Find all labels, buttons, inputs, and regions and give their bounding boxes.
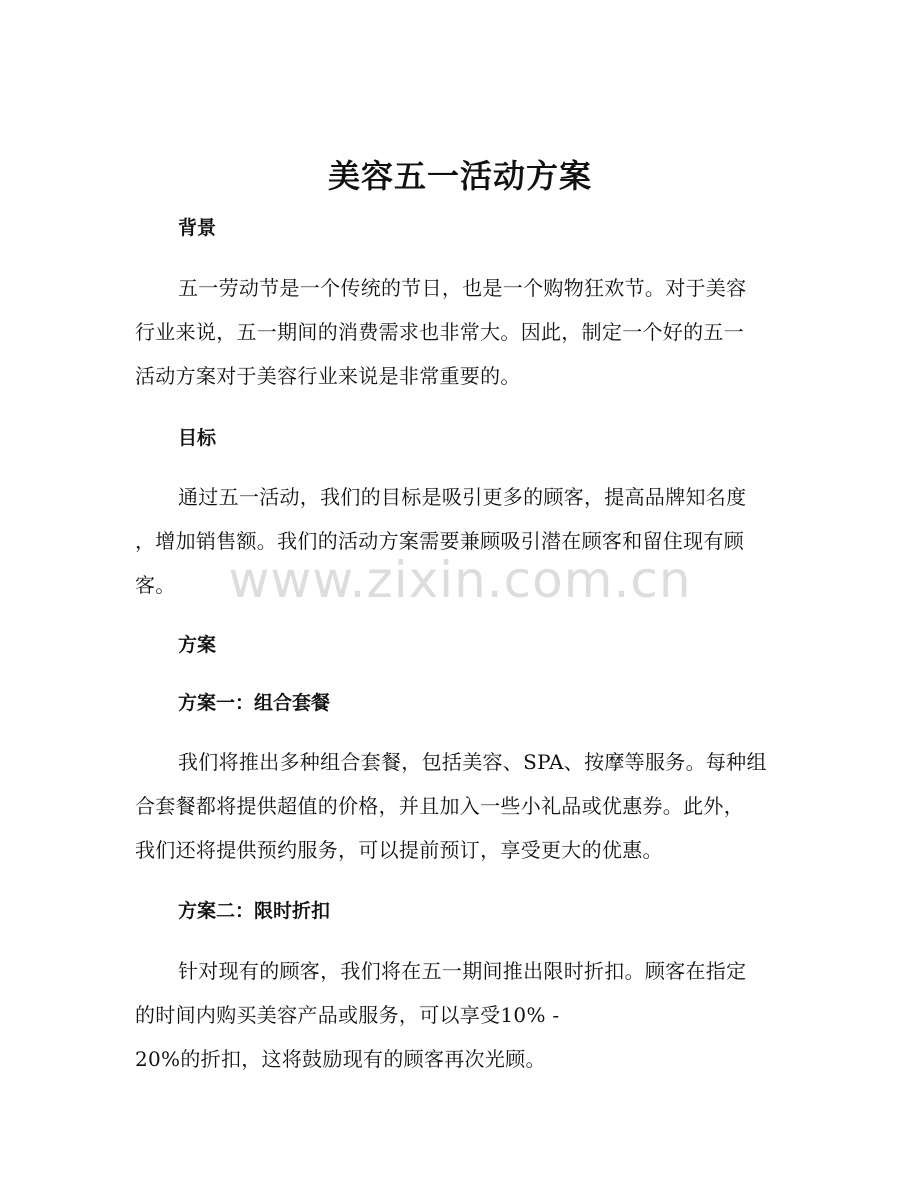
- paragraph-line: 20%的折扣，这将鼓励现有的顾客再次光顾。: [135, 1047, 546, 1071]
- paragraph-line: 的时间内购买美容产品或服务，可以享受10% -: [135, 1003, 560, 1027]
- paragraph-line: 客。: [135, 573, 176, 597]
- paragraph-line: 活动方案对于美容行业来说是非常重要的。: [135, 364, 521, 388]
- subsection-heading-plan-one: 方案一：组合套餐: [178, 692, 331, 714]
- paragraph-line: 五一劳动节是一个传统的节日，也是一个购物狂欢节。对于美容: [178, 276, 747, 300]
- paragraph-line: 针对现有的顾客，我们将在五一期间推出限时折扣。顾客在指定: [178, 959, 747, 983]
- paragraph-line: 合套餐都将提供超值的价格，并且加入一些小礼品或优惠券。此外，: [135, 794, 744, 818]
- section-heading-background: 背景: [178, 217, 217, 239]
- section-heading-goal: 目标: [178, 427, 217, 449]
- paragraph-line: ，增加销售额。我们的活动方案需要兼顾吸引潜在顾客和留住现有顾: [135, 529, 744, 553]
- watermark: www.zixin.com.cn: [228, 551, 692, 609]
- paragraph-line: 我们将推出多种组合套餐，包括美容、SPA、按摩等服务。每种组: [178, 750, 767, 774]
- page-title: 美容五一活动方案: [327, 157, 592, 195]
- section-heading-plan: 方案: [178, 634, 217, 656]
- paragraph-line: 通过五一活动，我们的目标是吸引更多的顾客，提高品牌知名度: [178, 485, 747, 509]
- subsection-heading-plan-two: 方案二：限时折扣: [178, 900, 331, 922]
- paragraph-line: 行业来说，五一期间的消费需求也非常大。因此，制定一个好的五一: [135, 320, 744, 344]
- paragraph-line: 我们还将提供预约服务，可以提前预订，享受更大的优惠。: [135, 838, 663, 862]
